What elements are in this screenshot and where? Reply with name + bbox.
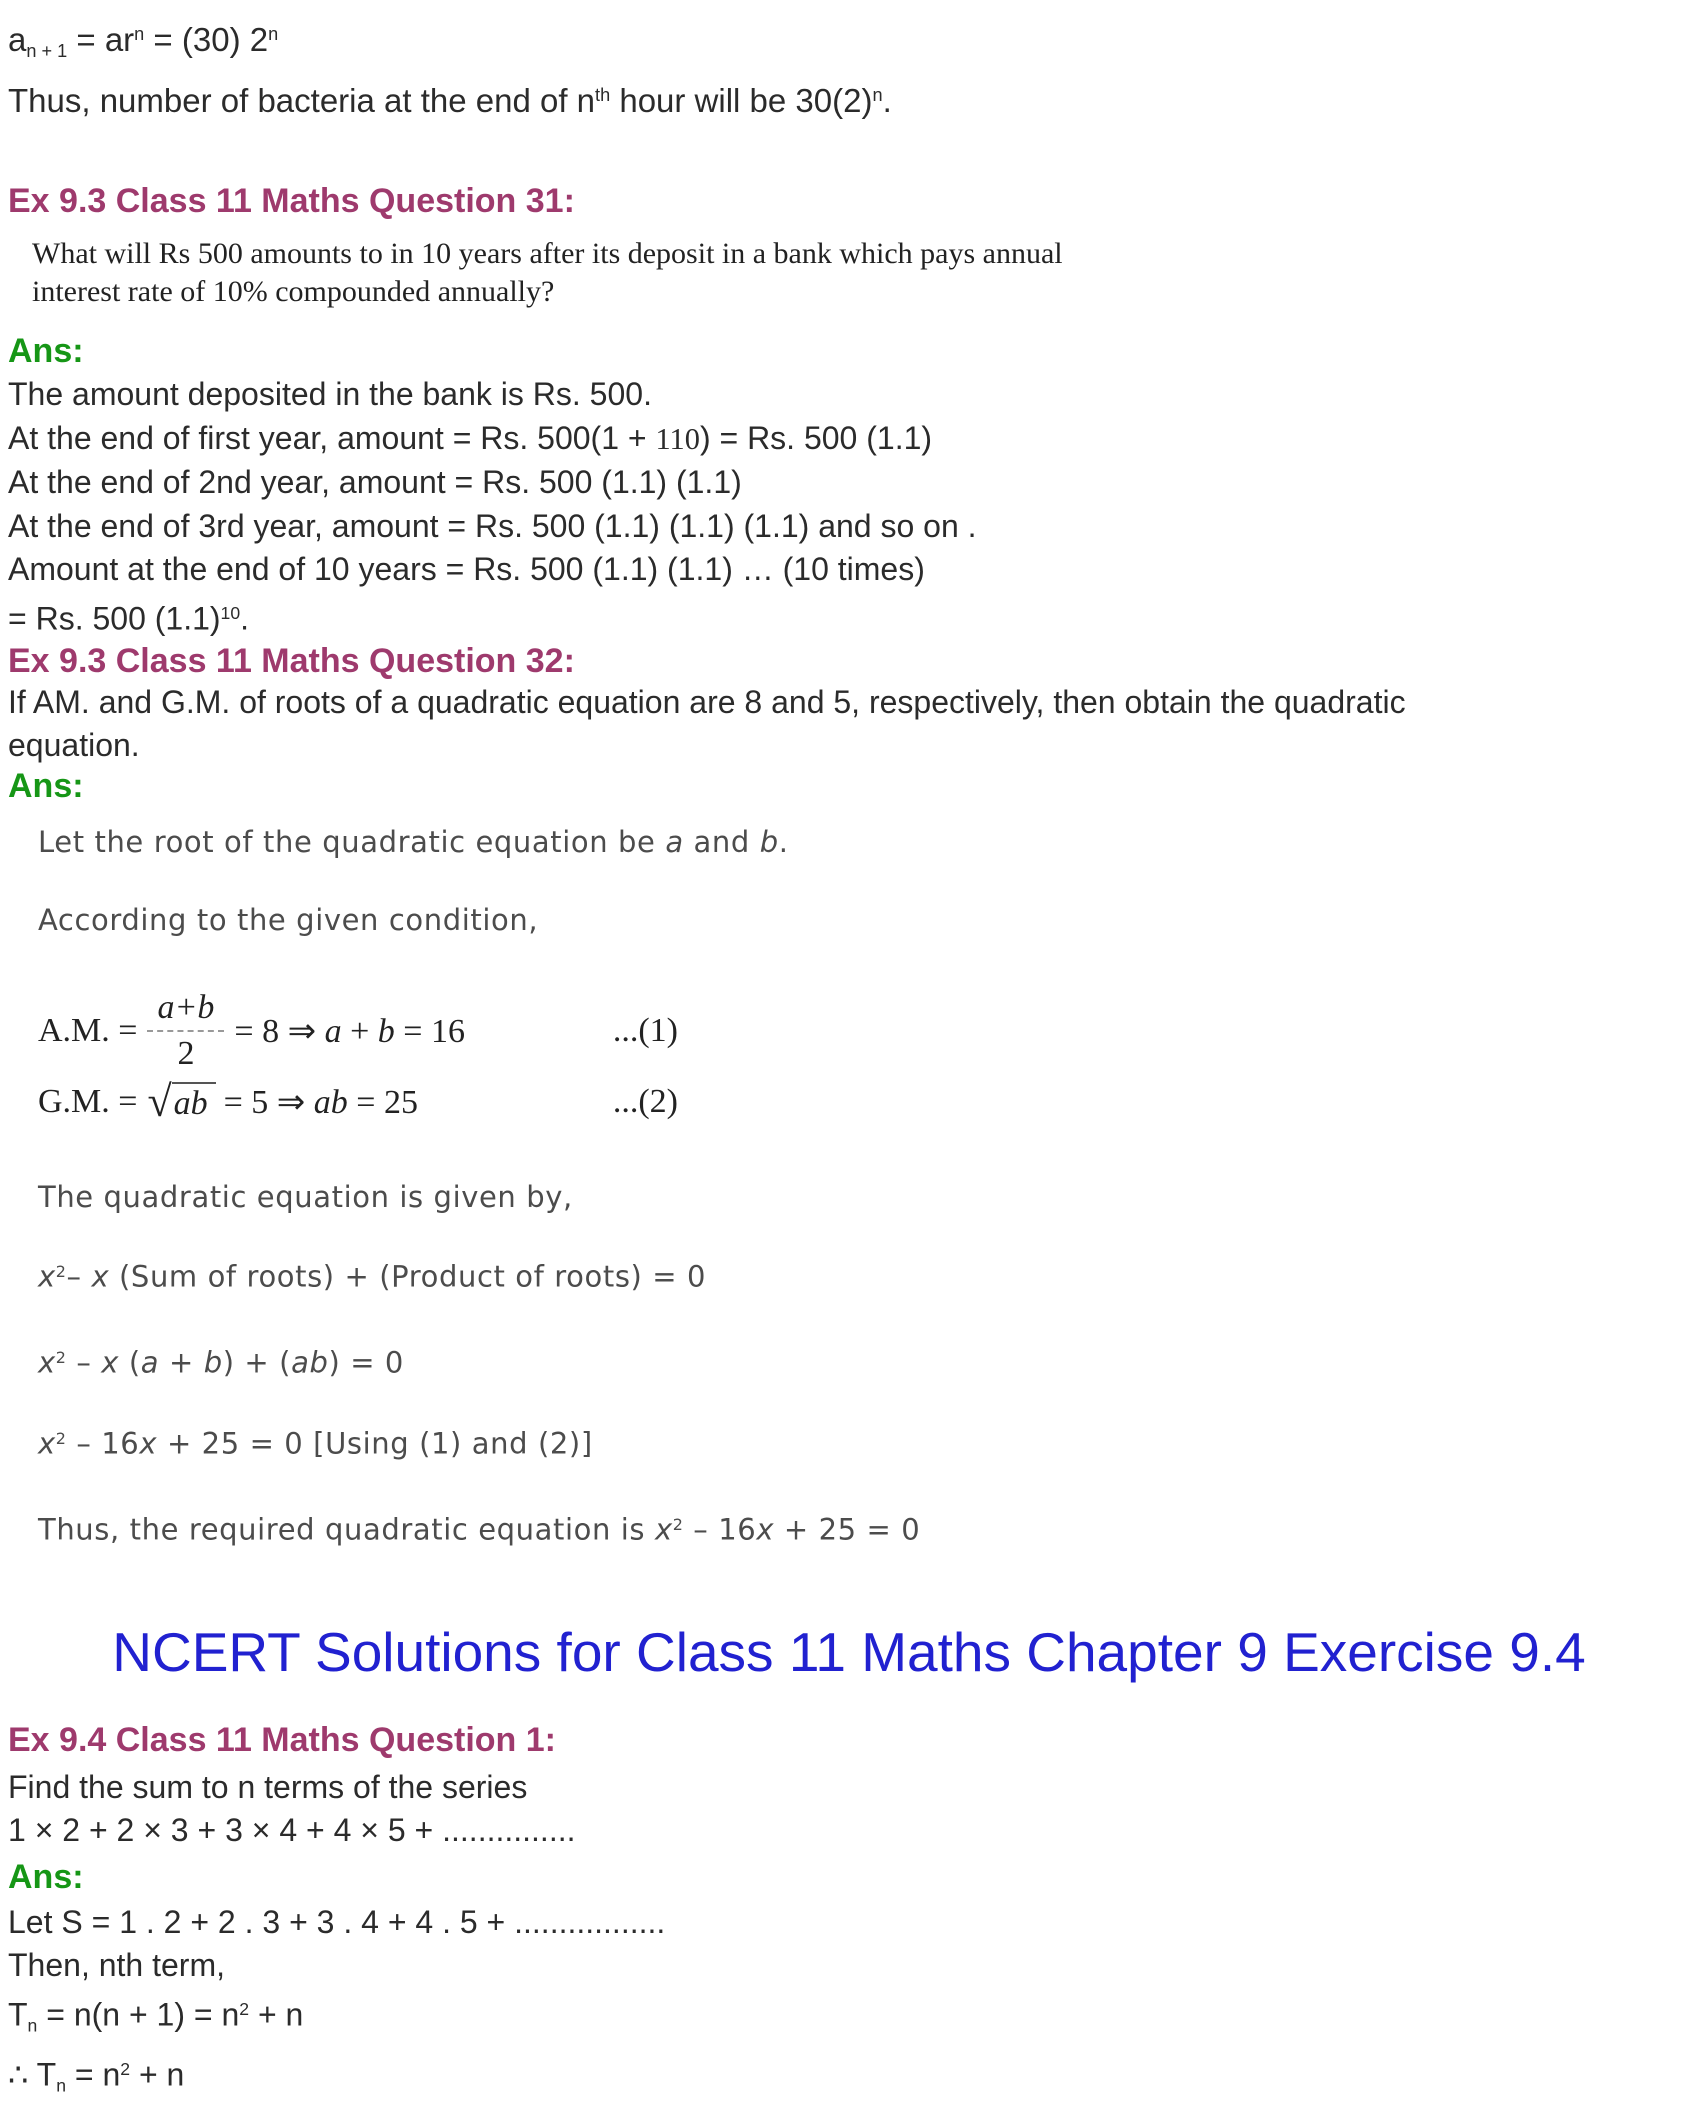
text-part: a bbox=[324, 1012, 342, 1050]
text-part: x bbox=[654, 1512, 673, 1547]
answer-line: Let S = 1 . 2 + 2 . 3 + 3 . 4 + 4 . 5 + ................. bbox=[8, 1903, 666, 1940]
text-part: n bbox=[56, 2075, 67, 2096]
text-part: 2 bbox=[55, 1261, 67, 1281]
text-part: ) + ( bbox=[222, 1345, 292, 1380]
text-part: = 5 ⇒ bbox=[223, 1083, 314, 1121]
answer-line: Then, nth term, bbox=[8, 1947, 225, 1984]
text-part: + bbox=[341, 1012, 378, 1050]
question-32-ans-label: Ans: bbox=[8, 766, 84, 805]
text-part: = (30) 2 bbox=[144, 20, 269, 58]
question-31-ans-label: Ans: bbox=[8, 332, 84, 371]
text-part: = Rs. 500 (1.1) bbox=[8, 600, 221, 637]
text-part: n + 1 bbox=[26, 41, 68, 62]
equation-gm-tag: ...(2) bbox=[612, 1082, 678, 1120]
text-part: – 16 bbox=[683, 1512, 757, 1547]
text-part: a bbox=[8, 20, 27, 58]
text-part: x bbox=[38, 1426, 56, 1461]
text-part: = n bbox=[66, 2056, 121, 2093]
text-part: + n bbox=[249, 1996, 304, 2033]
work-line-sum-product bbox=[8, 1252, 1690, 1297]
text-part: b bbox=[377, 1012, 395, 1050]
text-part: Thus, the required quadratic equation is bbox=[38, 1512, 655, 1547]
text-part: = 25 bbox=[347, 1083, 418, 1121]
text-part: + 25 = 0 [Using (1) and (2)] bbox=[157, 1426, 593, 1461]
question-1-answer bbox=[8, 1901, 1690, 2108]
text-part: – 16 bbox=[66, 1426, 140, 1461]
text-part: Thus, number of bacteria at the end of n bbox=[8, 82, 596, 120]
text-part: n bbox=[27, 2015, 38, 2036]
question-31-text bbox=[8, 235, 1690, 311]
question-31-heading: Ex 9.3 Class 11 Maths Question 31: bbox=[8, 182, 575, 221]
exercise-9-4-title: NCERT Solutions for Class 11 Maths Chapter 9 Exercise 9.4 bbox=[112, 1620, 1586, 1683]
text-part: (Sum of roots) + (Product of roots) = 0 bbox=[109, 1259, 707, 1294]
question-1-ans-label: Ans: bbox=[8, 1857, 84, 1896]
question-31-answer bbox=[8, 373, 1690, 641]
text-part: 110 bbox=[655, 421, 700, 456]
question-1-heading: Ex 9.4 Class 11 Maths Question 1: bbox=[8, 1720, 557, 1759]
question-32-text bbox=[8, 681, 1690, 768]
question-32-heading: Ex 9.3 Class 11 Maths Question 32: bbox=[8, 641, 575, 680]
text-part: + n bbox=[130, 2056, 185, 2093]
text-part: 2 bbox=[55, 1348, 67, 1368]
square-root bbox=[147, 1076, 215, 1126]
text-part: x bbox=[38, 1345, 56, 1380]
answer-line bbox=[8, 592, 1690, 641]
question-31-text-line1: What will Rs 500 amounts to in 10 years after its deposit in a bank which pays annual bbox=[32, 237, 1063, 271]
answer-line bbox=[8, 1988, 1690, 2048]
text-part: Let the root of the quadratic equation be bbox=[38, 824, 666, 859]
formula-a-n-plus-1 bbox=[8, 12, 1690, 73]
equation-am-tag: ...(1) bbox=[612, 1011, 678, 1049]
text-part: . bbox=[240, 600, 250, 637]
text-part: x bbox=[101, 1345, 120, 1380]
radicand: ab bbox=[172, 1082, 216, 1123]
text-part: 2 bbox=[672, 1515, 684, 1535]
radical-sign: √ bbox=[147, 1076, 172, 1126]
text-part: b bbox=[759, 824, 779, 859]
answer-line: At the end of 2nd year, amount = Rs. 500 (1.1) (1.1) bbox=[8, 464, 742, 501]
fraction-numerator: a+b bbox=[147, 989, 224, 1032]
answer-line bbox=[8, 2048, 1690, 2108]
text-part: . bbox=[778, 824, 789, 859]
text-part: ∴ T bbox=[8, 2056, 57, 2093]
text-part: a bbox=[665, 824, 684, 859]
question-1-text-line2: 1 × 2 + 2 × 3 + 3 × 4 + 4 × 5 + ............... bbox=[8, 1812, 576, 1849]
text-part: n bbox=[872, 85, 883, 106]
text-part: and bbox=[683, 824, 760, 859]
question-1-text-line1: Find the sum to n terms of the series bbox=[8, 1768, 528, 1805]
text-part: 10 bbox=[220, 602, 241, 623]
answer-line: Amount at the end of 10 years = Rs. 500 (1.1) (1.1) … (10 times) bbox=[8, 551, 925, 588]
equation-gm-rhs bbox=[224, 1082, 418, 1122]
equation-am bbox=[38, 985, 678, 1077]
question-32-text-line2: equation. bbox=[8, 727, 140, 764]
equation-gm-lhs: G.M. = bbox=[38, 1082, 138, 1120]
text-part: ( bbox=[119, 1345, 141, 1380]
text-part: b bbox=[203, 1345, 223, 1380]
text-part: x bbox=[756, 1512, 775, 1547]
bacteria-conclusion-line bbox=[8, 73, 1690, 123]
text-part: 2 bbox=[120, 2059, 131, 2080]
equation-am-lhs: A.M. = bbox=[38, 1011, 138, 1049]
work-line-roots bbox=[8, 822, 1690, 862]
work-line-16x-25 bbox=[8, 1419, 1690, 1464]
fraction bbox=[147, 989, 224, 1073]
text-part: 2 bbox=[239, 1998, 250, 2019]
text-part: At the end of first year, amount = Rs. 500(1 + bbox=[8, 419, 656, 456]
question-32-text-line1: If AM. and G.M. of roots of a quadratic equation are 8 and 5, respectively, then obtain the quadratic bbox=[8, 683, 1406, 720]
equation-gm bbox=[38, 1077, 678, 1127]
text-part: n bbox=[134, 24, 145, 44]
text-part: = ar bbox=[67, 20, 135, 58]
text-part: ab bbox=[313, 1083, 348, 1121]
text-part: + 25 = 0 bbox=[774, 1512, 921, 1547]
answer-line bbox=[8, 417, 1690, 462]
text-part: a bbox=[140, 1345, 160, 1380]
text-part: x bbox=[38, 1259, 56, 1294]
text-part: + bbox=[159, 1345, 204, 1380]
work-line-conclusion bbox=[8, 1505, 1690, 1550]
equation-am-rhs bbox=[234, 1011, 465, 1051]
text-part: T bbox=[8, 1996, 28, 2033]
text-part: = 16 bbox=[394, 1012, 465, 1050]
text-part: 2 bbox=[55, 1428, 67, 1448]
text-part: – bbox=[66, 1345, 102, 1380]
answer-line: The amount deposited in the bank is Rs. 500. bbox=[8, 376, 652, 413]
fraction-denominator: 2 bbox=[177, 1034, 195, 1072]
text-part: th bbox=[595, 85, 611, 106]
text-part: = 8 ⇒ bbox=[234, 1012, 325, 1050]
text-part: . bbox=[882, 82, 892, 120]
text-part: x bbox=[91, 1259, 110, 1294]
text-part: hour will be 30(2) bbox=[610, 82, 873, 120]
work-line-ab-form bbox=[8, 1338, 1690, 1383]
text-part: ) = 0 bbox=[328, 1345, 404, 1380]
text-part: – bbox=[66, 1259, 92, 1294]
text-part: ) = Rs. 500 (1.1) bbox=[699, 419, 933, 456]
work-line-given-by: The quadratic equation is given by, bbox=[38, 1179, 573, 1214]
text-part: n bbox=[268, 24, 279, 44]
question-1-text bbox=[8, 1766, 1690, 1853]
work-line-condition: According to the given condition, bbox=[38, 902, 539, 937]
answer-line: At the end of 3rd year, amount = Rs. 500 (1.1) (1.1) (1.1) and so on . bbox=[8, 507, 977, 544]
text-part: x bbox=[139, 1426, 158, 1461]
text-part: = n(n + 1) = n bbox=[37, 1996, 240, 2033]
question-31-text-line2: interest rate of 10% compounded annually? bbox=[32, 275, 555, 309]
text-part: ab bbox=[291, 1345, 329, 1380]
